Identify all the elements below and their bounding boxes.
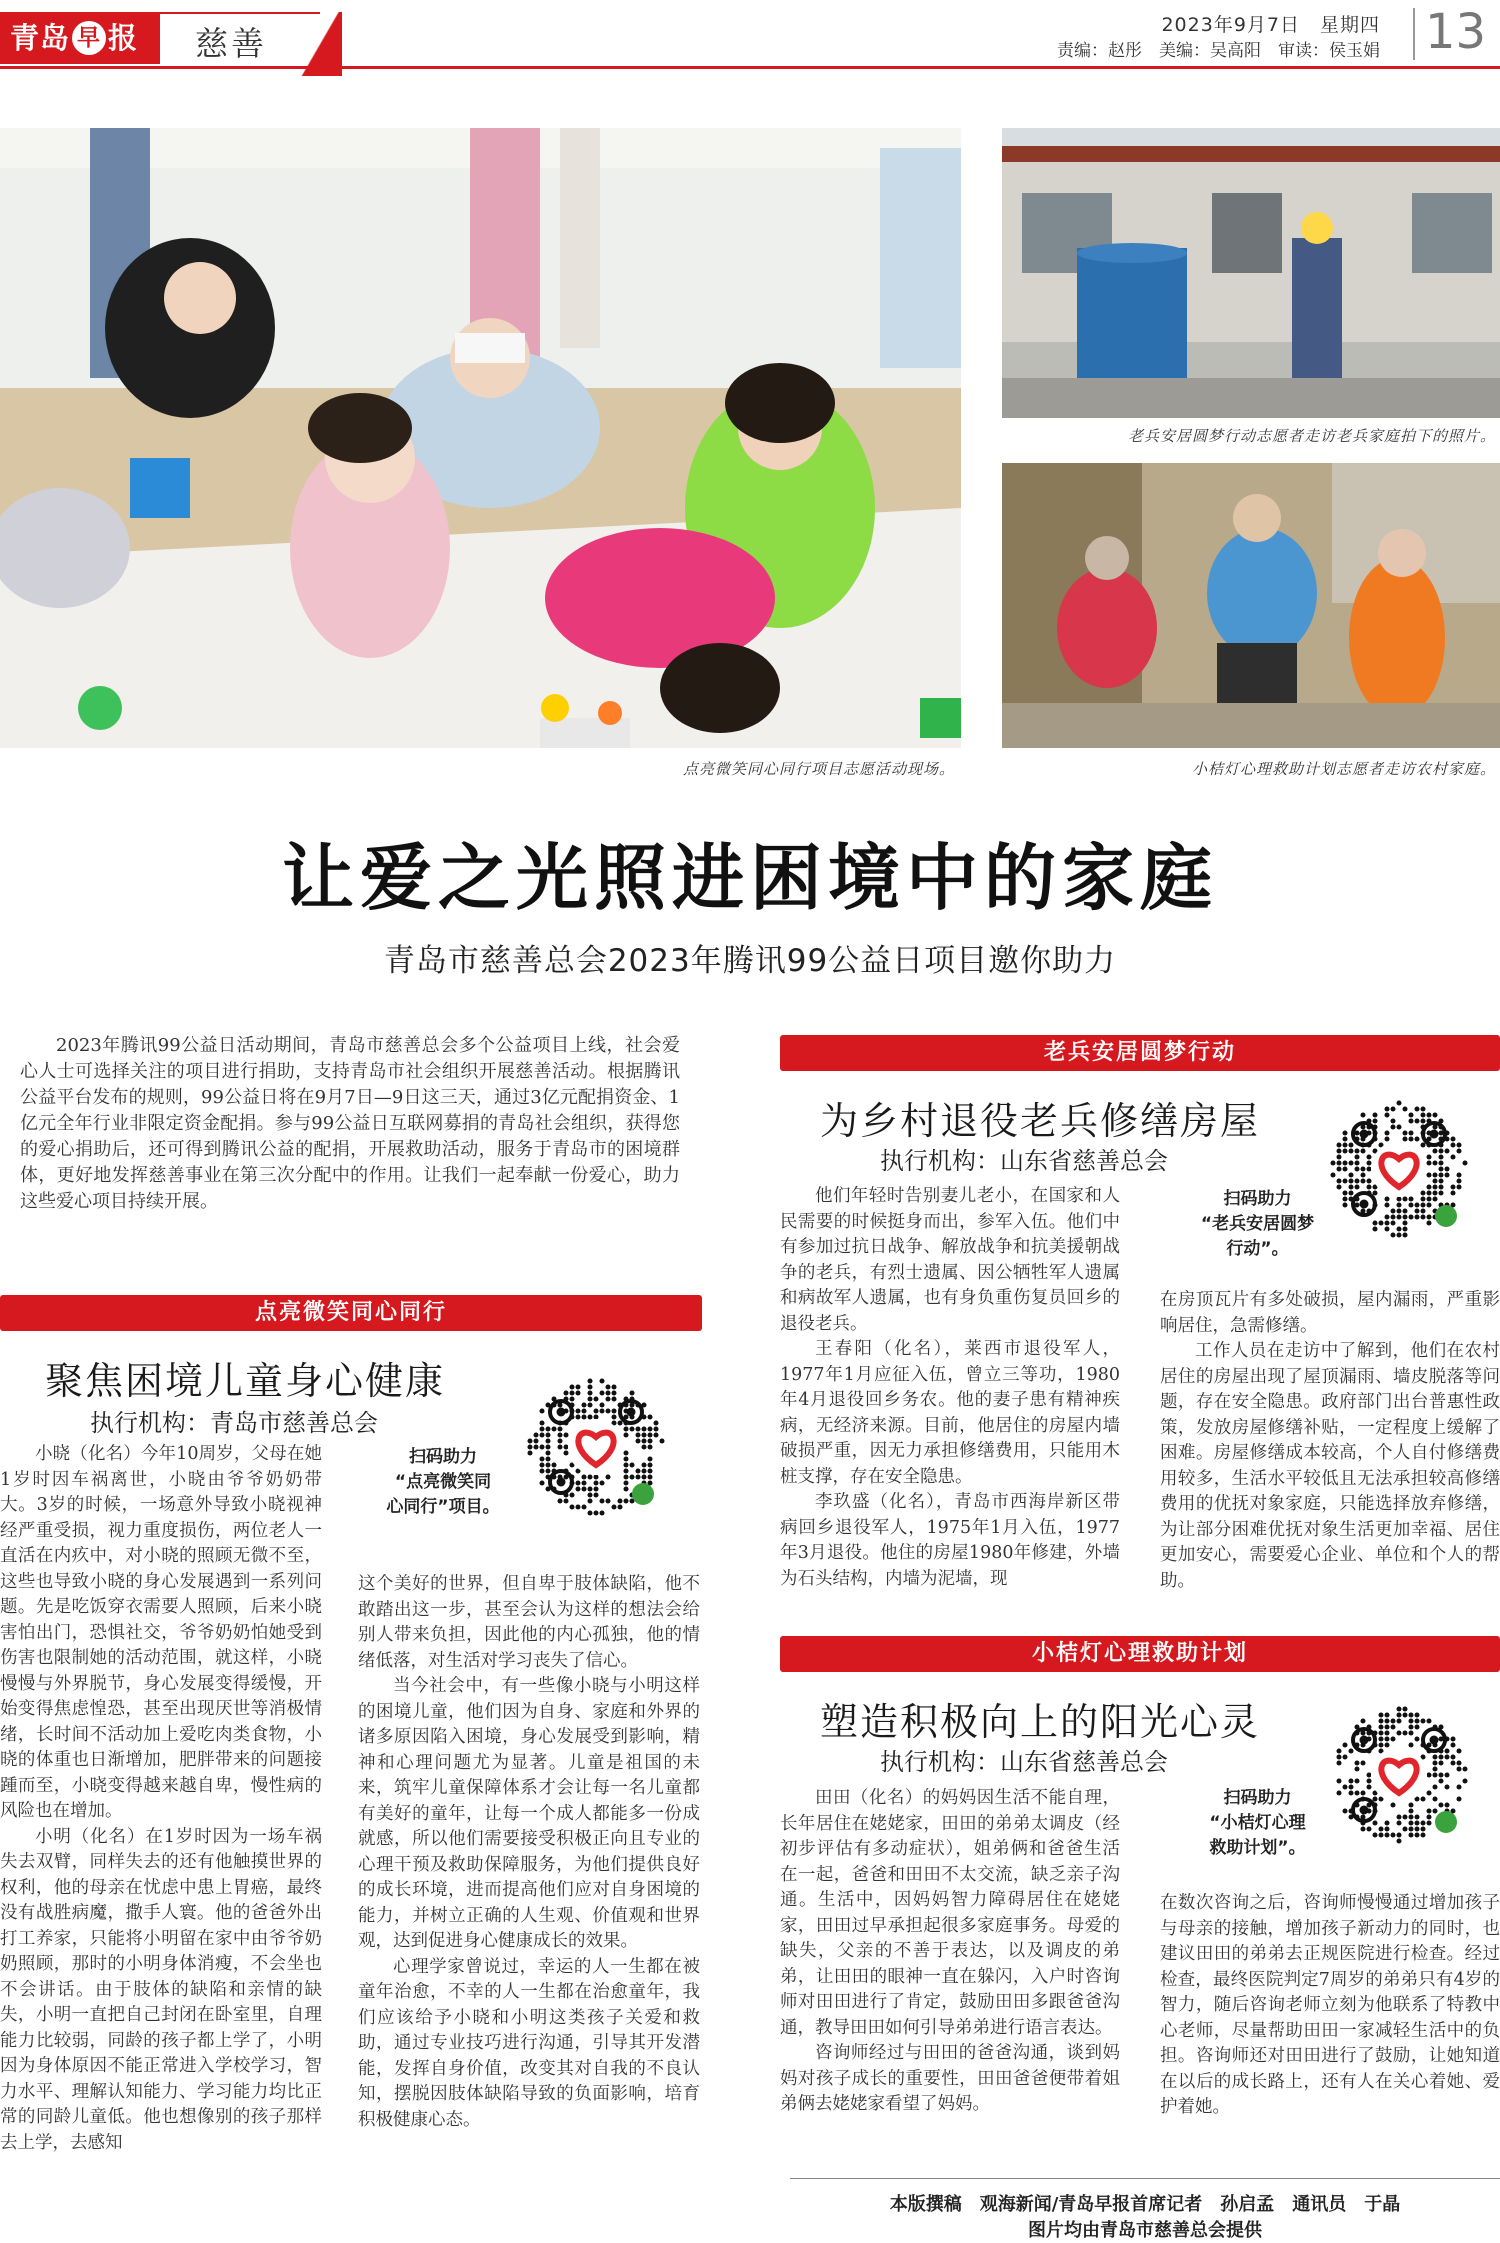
paper-logo: 青岛 早 报 <box>0 12 160 64</box>
project3-section-bar: 小桔灯心理救助计划 <box>780 1636 1500 1672</box>
project1-scan-label: 扫码助力 “点亮微笑同 心同行”项目。 <box>386 1447 500 1517</box>
project3-org: 执行机构：山东省慈善总会 <box>880 1748 1168 1776</box>
section-name: 慈善 <box>195 24 267 63</box>
footer-rule <box>790 2178 1500 2179</box>
project1-column1 <box>0 1442 322 2156</box>
page-number: 13 <box>1425 4 1487 60</box>
project2-section-bar: 老兵安居圆梦行动 <box>780 1035 1500 1071</box>
project1-paragraph: 当今社会中，有一些像小晓与小明这样的困境儿童，他们因为自身、家庭和外界的诸多原因陷入困境，身心发展受到影响，精神和心理问题尤为显著。儿童是祖国的未来，筑牢儿童保障体系才会让每一名儿童都有美好的童年，让每一个成人都能多一份成就感，所以他们需要接受积极正向且专业的心理干预及救助保障服务，为他们提供良好的成长环境，进而提高他们应对自身困境的能力，并树立正确的人生观、价值观和世界观，达到促进身心健康成长的效果。 <box>358 1676 700 1951</box>
masthead-rule <box>0 66 1500 69</box>
masthead <box>0 0 1500 78</box>
project1-paragraph: 小明（化名）在1岁时因为一场车祸失去双臂，同样失去的还有他触摸世界的权利，他的母亲在忧虑中患上胃癌，最终没有战胜病魔，撒手人寰。他的爸爸外出打工养家，只能将小明留在家中由爷爷奶奶照顾，那时的小明身体消瘦，不会坐也不会讲话。由于肢体的缺陷和亲情的缺失，小明一直把自己封闭在卧室里，自理能力比较弱，同龄的孩子都上学了，小明因为身体原因不能正常进入学校学习，智力水平、理解认知能力、学习能力均比正常的同龄儿童低。他也想像别的孩子那样去上学，去感知 <box>0 1826 322 2153</box>
page-subheadline: 青岛市慈善总会2023年腾讯99公益日项目邀你助力 <box>383 943 1117 979</box>
qr-code-graphic <box>1330 1706 1468 1844</box>
main-photo <box>0 128 961 748</box>
project2-title: 为乡村退役老兵修缮房屋 <box>820 1099 1261 1143</box>
intro-text <box>20 1033 680 1215</box>
project2-paragraph: 李玖盛（化名），青岛市西海岸新区带病回乡退役军人，1975年1月入伍，1977年3月退役。他住的房屋1980年修建，外墙为石头结构，内墙为泥墙，现 <box>780 1492 1120 1589</box>
logo-emblem: 早 <box>72 21 106 55</box>
bottom-right-photo <box>1002 463 1500 748</box>
project1-org: 执行机构：青岛市慈善总会 <box>90 1409 378 1437</box>
qr-code-graphic <box>527 1378 665 1516</box>
project3-scan-label: 扫码助力 “小桔灯心理 救助计划”。 <box>1209 1788 1306 1858</box>
mini-program-badge-icon <box>1435 1811 1457 1833</box>
project1-section-bar: 点亮微笑同心同行 <box>0 1295 702 1331</box>
project1-paragraph: 这个美好的世界，但自卑于肢体缺陷，他不敢踏出这一步，甚至会认为这样的想法会给别人带来负担，因此他的内心孤独，他的情绪低落，对生活对学习丧失了信心。 <box>358 1574 700 1671</box>
project2-paragraph: 在房顶瓦片有多处破损，屋内漏雨，严重影响居住，急需修缮。 <box>1160 1290 1500 1336</box>
project3-paragraph: 咨询师经过与田田的爸爸沟通，谈到妈妈对孩子成长的重要性，田田爸爸便带着姐弟俩去姥姥家看望了妈妈。 <box>780 2043 1120 2114</box>
project1-column2 <box>358 1572 700 2133</box>
main-photo-caption: 点亮微笑同心同行项目志愿活动现场。 <box>682 760 955 778</box>
project1-paragraph: 小晓（化名）今年10周岁，父母在她1岁时因车祸离世，小晓由爷爷奶奶带大。3岁的时候，一场意外导致小晓视神经严重受损，视力重度损伤，两位老人一直活在内疚中，对小晓的照顾无微不至，这些也导致小晓的身心发展遇到一系列问题。先是吃饭穿衣需要人照顾，后来小晓害怕出门，恐惧社交，爷爷奶奶怕她受到伤害也限制她的活动范围，就这样，小晓慢慢与外界脱节，身心发展变得缓慢，开始变得焦虑惶恐，甚至出现厌世等消极情绪，长时间不活动加上爱吃肉类食物，小晓的体重也日渐增加，肥胖带来的问题接踵而至，小晓变得越来越自卑，慢性病的风险也在增加。 <box>0 1444 322 1821</box>
top-right-photo <box>1002 128 1500 418</box>
project2-paragraph: 王春阳（化名），莱西市退役军人，1977年1月应征入伍，曾立三等功，1980年4月退役回乡务农。他的妻子患有精神疾病，无经济来源。目前，他居住的房屋内墙破损严重，因无力承担修缮费用，只能用木桩支撑，存在安全隐患。 <box>780 1339 1120 1487</box>
project1-qr-code[interactable] <box>527 1378 665 1516</box>
issue-date: 2023年9月7日 星期四 <box>1161 14 1380 36</box>
project3-paragraph: 在数次咨询之后，咨询师慢慢通过增加孩子与母亲的接触，增加孩子新动力的同时，也建议田田的弟弟去正规医院进行检查。经过检查，最终医院判定7周岁的弟弟只有4岁的智力，随后咨询老师立刻为他联系了特教中心老师，尽量帮助田田一家减轻生活中的负担。咨询师还对田田进行了鼓励，让她知道在以后的成长路上，还有人在关心着她、爱护着她。 <box>1160 1893 1500 2117</box>
project2-paragraph: 他们年轻时告别妻儿老小，在国家和人民需要的时候挺身而出，参军入伍。他们中有参加过抗日战争、解放战争和抗美援朝战争的老兵，有烈士遗属、因公牺牲军人遗属和病故军人遗属，也有身负重伤复员回乡的退役老兵。 <box>780 1186 1120 1334</box>
top-right-photo-caption: 老兵安居圆梦行动志愿者走访老兵家庭拍下的照片。 <box>1127 427 1496 445</box>
project2-paragraph: 工作人员在走访中了解到，他们在农村居住的房屋出现了屋顶漏雨、墙皮脱落等问题，存在安全隐患。政府部门出台普惠性政策，发放房屋修缮补贴，一定程度上缓解了困难。房屋修缮成本较高，个人自付修缮费用较多，生活水平较低且无法承担较高修缮费用的优抚对象家庭，只能选择放弃修缮，为让部分困难优抚对象生活更加幸福、居住更加安心，需要爱心企业、单位和个人的帮助。 <box>1160 1341 1500 1591</box>
project2-qr-code[interactable] <box>1330 1100 1468 1238</box>
project3-column1 <box>780 1786 1120 2118</box>
project2-scan-label: 扫码助力 “老兵安居圆梦 行动”。 <box>1200 1189 1315 1259</box>
project3-title: 塑造积极向上的阳光心灵 <box>820 1700 1261 1744</box>
project1-title: 聚焦困境儿童身心健康 <box>45 1359 446 1403</box>
qr-code-graphic <box>1330 1100 1468 1238</box>
photo-credit: 图片均由青岛市慈善总会提供 <box>1028 2220 1262 2241</box>
project1-paragraph: 心理学家曾说过，幸运的人一生都在被童年治愈，不幸的人一生都在治愈童年，我们应该给予小晓和小明这类孩子关爱和救助，通过专业技巧进行沟通，引导其开发潜能，发挥自身价值，改变其对自我的不良认知，摆脱因肢体缺陷导致的负面影响，培育积极健康心态。 <box>358 1956 700 2130</box>
project3-qr-code[interactable] <box>1330 1706 1468 1844</box>
mini-program-badge-icon <box>632 1483 654 1505</box>
page-headline: 让爱之光照进困境中的家庭 <box>281 836 1218 920</box>
mini-program-badge-icon <box>1435 1205 1457 1227</box>
intro-paragraph: 2023年腾讯99公益日活动期间，青岛市慈善总会多个公益项目上线，社会爱心人士可选择关注的项目进行捐助，支持青岛市社会组织开展慈善活动。根据腾讯公益平台发布的规则，99公益日将在9月7日—9日这三天，通过3亿元配捐资金、1亿元全年行业非限定资金配捐。参与99公益日互联网募捐的青岛社会组织，获得您的爱心捐助后，还可得到腾讯公益的配捐，开展救助活动，服务于青岛市的困境群体，更好地发挥慈善事业在第三次分配中的作用。让我们一起奉献一份爱心，助力这些爱心项目持续开展。 <box>20 1035 680 1212</box>
editor-credits: 责编：赵彤 美编：吴高阳 审读：侯玉娟 <box>1057 41 1380 61</box>
project2-column2 <box>1160 1288 1500 1594</box>
project2-column1 <box>780 1184 1120 1592</box>
byline: 本版撰稿 观海新闻/青岛早报首席记者 孙启孟 通讯员 于晶 <box>889 2194 1401 2215</box>
project3-paragraph: 田田（化名）的妈妈因生活不能自理，长年居住在姥姥家，田田的弟弟太调皮（经初步评估有多动症状），姐弟俩和爸爸生活在一起，爸爸和田田不太交流，缺乏亲子沟通。生活中，因妈妈智力障碍居住在姥姥家，田田过早承担起很多家庭事务。母爱的缺失，父亲的不善于表达，以及调皮的弟弟，让田田的眼神一直在躲闪，入户时咨询师对田田进行了肯定，鼓励田田多跟爸爸沟通，教导田田如何引导弟弟进行语言表达。 <box>780 1788 1120 2038</box>
project2-org: 执行机构：山东省慈善总会 <box>880 1147 1168 1175</box>
masthead-divider <box>1413 8 1415 60</box>
project3-column2 <box>1160 1891 1500 2121</box>
bottom-right-photo-caption: 小桔灯心理救助计划志愿者走访农村家庭。 <box>1191 760 1496 778</box>
